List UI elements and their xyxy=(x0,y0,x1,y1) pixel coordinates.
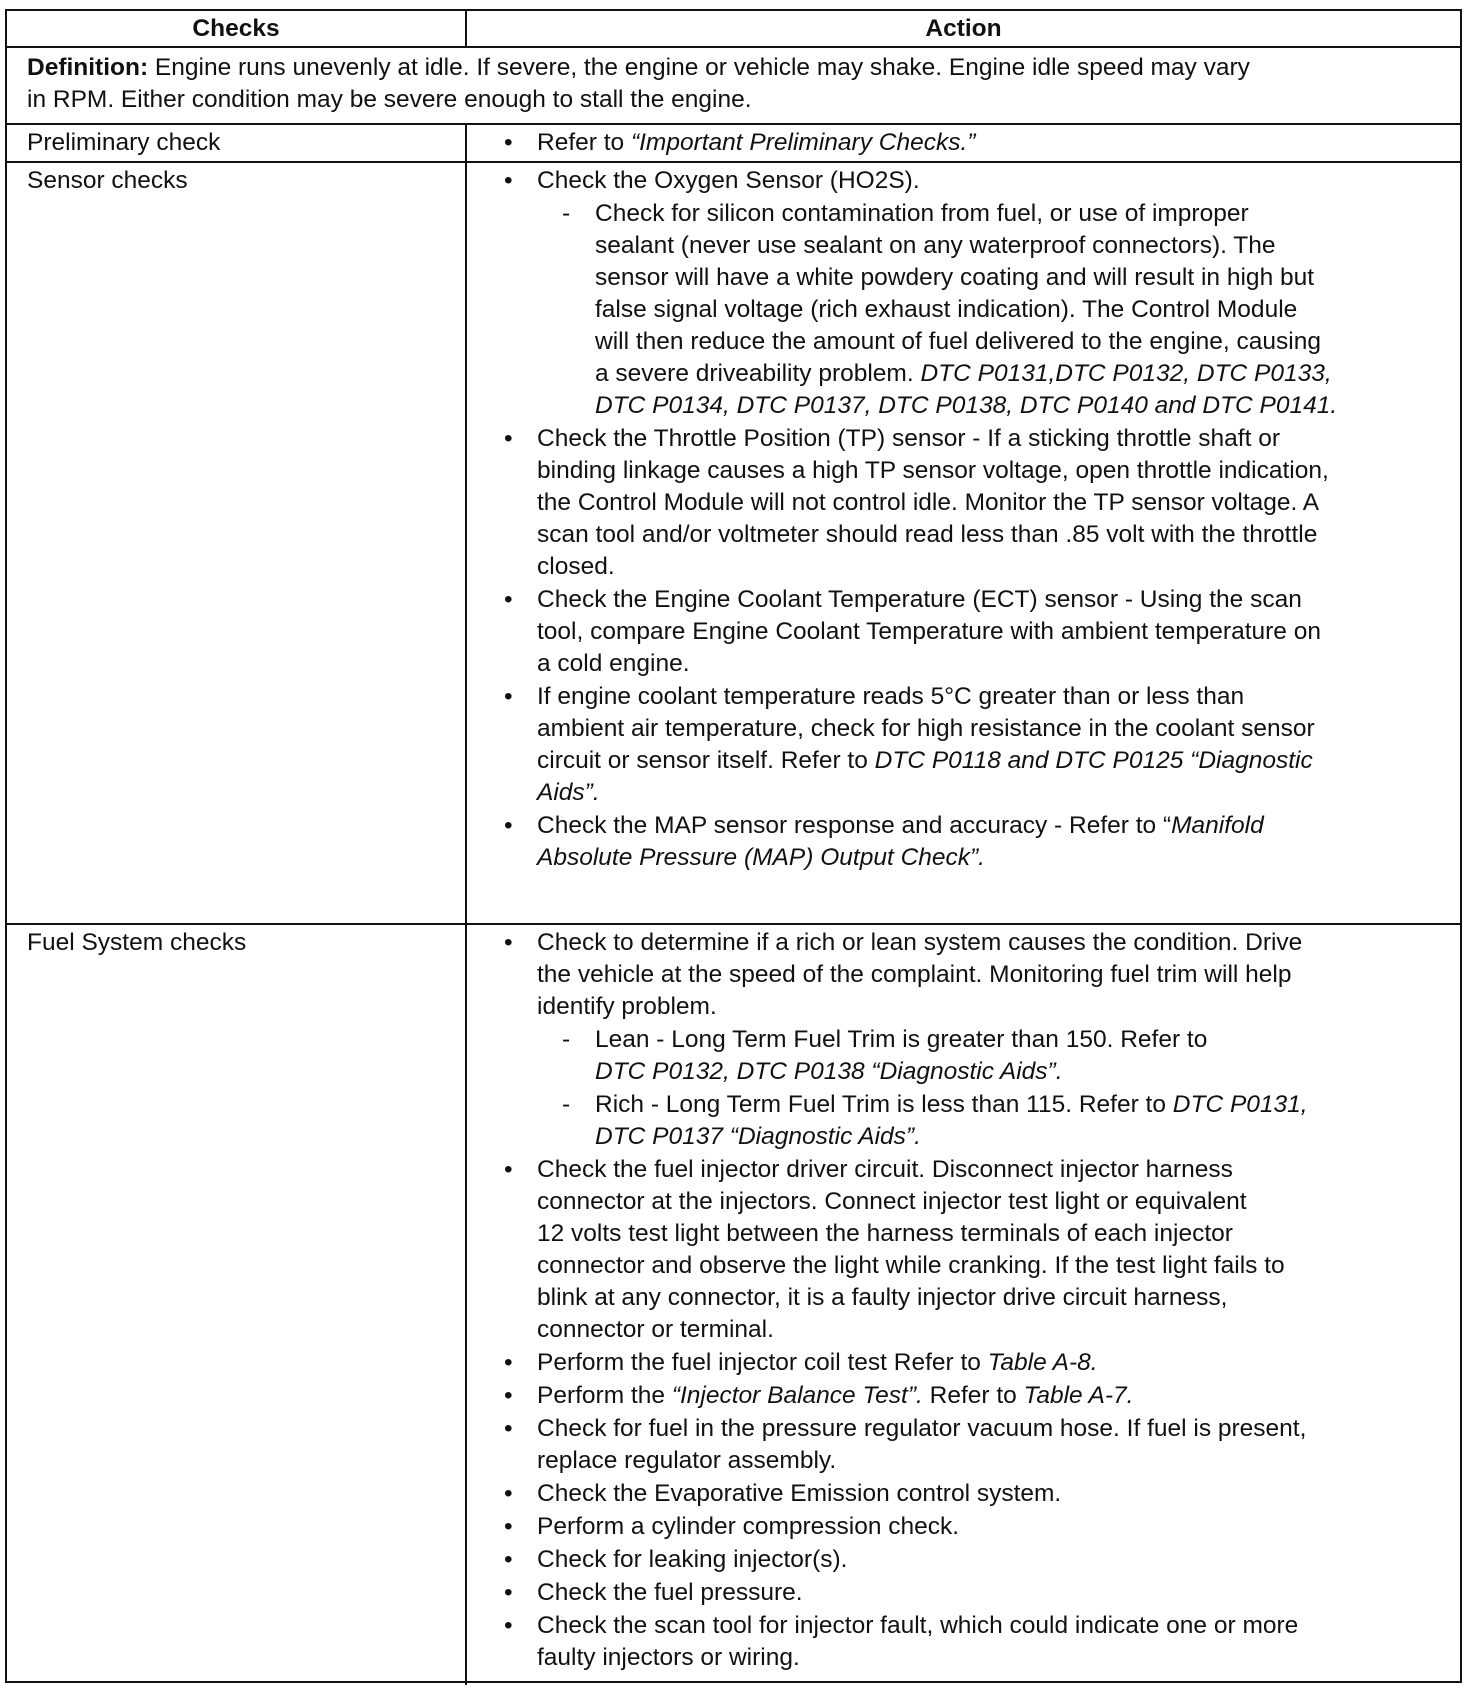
text-run: connector at the injectors. Connect injector test light or equivalent xyxy=(537,1188,1247,1215)
text-run: Check the MAP sensor response and accuracy - Refer to “ xyxy=(537,812,1172,839)
text-run: Check the Throttle Position (TP) sensor - If a sticking throttle shaft or xyxy=(537,425,1281,452)
text-line xyxy=(537,745,1450,777)
reference-text: Table A-7. xyxy=(1023,1382,1134,1409)
text-run: the vehicle at the speed of the complaint. Monitoring fuel trim will help xyxy=(537,961,1292,988)
action-cell xyxy=(469,127,1450,160)
dash-icon: - xyxy=(562,200,571,227)
text-run: Check the Oxygen Sensor (HO2S). xyxy=(537,167,920,194)
bullet-icon: • xyxy=(504,683,513,710)
reference-text: DTC P0131,DTC P0132, DTC P0133, xyxy=(920,360,1332,387)
text-line xyxy=(595,1121,1450,1153)
text-run: scan tool and/or voltmeter should read less than .85 volt with the throttle xyxy=(537,521,1318,548)
dash-icon: - xyxy=(562,1091,571,1118)
table-row xyxy=(7,925,1460,1685)
text-run: Check the scan tool for injector fault, which could indicate one or more xyxy=(537,1612,1299,1639)
text-line xyxy=(537,1478,1450,1510)
bullet-item xyxy=(469,1610,1450,1674)
reference-text: DTC P0132, DTC P0138 “Diagnostic Aids”. xyxy=(595,1058,1063,1085)
text-line xyxy=(595,198,1450,230)
reference-text: Absolute Pressure (MAP) Output Check”. xyxy=(537,844,985,871)
bullet-icon: • xyxy=(504,167,513,194)
text-line xyxy=(537,991,1450,1023)
text-line xyxy=(537,648,1450,680)
text-run: replace regulator assembly. xyxy=(537,1447,837,1474)
bullet-icon: • xyxy=(504,129,513,156)
text-run: Check for fuel in the pressure regulator vacuum hose. If fuel is present, xyxy=(537,1415,1307,1442)
sub-item xyxy=(469,1089,1450,1153)
text-line xyxy=(537,927,1450,959)
text-run: identify problem. xyxy=(537,993,717,1020)
bullet-item xyxy=(469,1511,1450,1543)
text-line xyxy=(537,810,1450,842)
bullet-icon: • xyxy=(504,425,513,452)
text-line xyxy=(537,959,1450,991)
text-line xyxy=(595,1056,1450,1088)
text-run: ambient air temperature, check for high resistance in the coolant sensor xyxy=(537,715,1315,742)
text-line xyxy=(595,294,1450,326)
column-divider xyxy=(465,11,467,48)
sub-item xyxy=(469,1024,1450,1088)
column-divider xyxy=(465,925,467,1685)
text-run: binding linkage causes a high TP sensor voltage, open throttle indication, xyxy=(537,457,1329,484)
text-line xyxy=(595,230,1450,262)
bullet-item xyxy=(469,1413,1450,1477)
reference-text: DTC P0131, xyxy=(1172,1091,1308,1118)
bullet-item xyxy=(469,1478,1450,1510)
bullet-icon: • xyxy=(504,1513,513,1540)
bullet-icon: • xyxy=(504,1579,513,1606)
text-line xyxy=(537,1186,1450,1218)
text-run: connector and observe the light while cranking. If the test light fails to xyxy=(537,1252,1285,1279)
bullet-item xyxy=(469,681,1450,809)
bullet-icon: • xyxy=(504,1480,513,1507)
check-category: Sensor checks xyxy=(27,167,188,194)
text-run: Perform the fuel injector coil test Refer to xyxy=(537,1349,988,1376)
text-line xyxy=(537,713,1450,745)
text-line xyxy=(537,1347,1450,1379)
text-run: Check for leaking injector(s). xyxy=(537,1546,848,1573)
header-row xyxy=(7,11,1460,48)
bullet-icon: • xyxy=(504,1156,513,1183)
text-line xyxy=(537,165,1450,197)
text-run: a severe driveability problem. xyxy=(595,360,921,387)
header-action: Action xyxy=(925,14,1002,42)
text-line xyxy=(537,423,1450,455)
bullet-icon: • xyxy=(504,1415,513,1442)
text-run: Perform the xyxy=(537,1382,672,1409)
check-category: Preliminary check xyxy=(27,129,221,156)
text-line xyxy=(537,551,1450,583)
text-line xyxy=(537,681,1450,713)
text-run: 12 volts test light between the harness terminals of each injector xyxy=(537,1220,1233,1247)
text-run: Check the Evaporative Emission control system. xyxy=(537,1480,1062,1507)
text-line xyxy=(537,1445,1450,1477)
text-run: a cold engine. xyxy=(537,650,690,677)
table-row xyxy=(7,125,1460,163)
text-run: Check for silicon contamination from fuel, or use of improper xyxy=(595,200,1249,227)
action-cell xyxy=(469,165,1450,875)
reference-text: Table A-8. xyxy=(987,1349,1098,1376)
text-run: tool, compare Engine Coolant Temperature with ambient temperature on xyxy=(537,618,1321,645)
reference-text: Manifold xyxy=(1171,812,1264,839)
bullet-item xyxy=(469,810,1450,874)
reference-text: DTC P0134, DTC P0137, DTC P0138, DTC P0140 and DTC P0141. xyxy=(595,392,1338,419)
text-line xyxy=(537,777,1450,809)
text-line xyxy=(537,1413,1450,1445)
table-row xyxy=(7,163,1460,925)
text-line xyxy=(537,1544,1450,1576)
text-run: Check the fuel injector driver circuit. Disconnect injector harness xyxy=(537,1156,1233,1183)
bullet-icon: • xyxy=(504,586,513,613)
text-line xyxy=(595,1089,1450,1121)
text-run: Refer to xyxy=(537,129,631,156)
diagnostic-table xyxy=(5,9,1462,1683)
bullet-item xyxy=(469,1577,1450,1609)
bullet-item xyxy=(469,927,1450,1023)
column-divider xyxy=(465,125,467,161)
text-line xyxy=(537,455,1450,487)
text-run: Check to determine if a rich or lean system causes the condition. Drive xyxy=(537,929,1303,956)
bullet-icon: • xyxy=(504,1612,513,1639)
text-line xyxy=(595,358,1450,390)
definition-line: in RPM. Either condition may be severe enough to stall the engine. xyxy=(27,86,752,113)
text-line xyxy=(537,1154,1450,1186)
bullet-item xyxy=(469,1544,1450,1576)
text-line xyxy=(537,616,1450,648)
bullet-icon: • xyxy=(504,1382,513,1409)
action-cell xyxy=(469,927,1450,1675)
text-run: blink at any connector, it is a faulty injector drive circuit harness, xyxy=(537,1284,1228,1311)
bullet-item xyxy=(469,1154,1450,1346)
bullet-item xyxy=(469,165,1450,197)
text-line xyxy=(537,1642,1450,1674)
text-line xyxy=(595,390,1450,422)
text-line xyxy=(537,519,1450,551)
reference-text: Aids”. xyxy=(537,779,600,806)
bullet-icon: • xyxy=(504,929,513,956)
text-line xyxy=(537,1314,1450,1346)
definition-row xyxy=(7,48,1460,125)
text-line xyxy=(595,326,1450,358)
text-line xyxy=(537,1282,1450,1314)
bullet-icon: • xyxy=(504,1546,513,1573)
text-run: Check the fuel pressure. xyxy=(537,1579,803,1606)
definition-text xyxy=(27,52,1250,116)
text-run: sealant (never use sealant on any waterproof connectors). The xyxy=(595,232,1276,259)
text-run: circuit or sensor itself. Refer to xyxy=(537,747,875,774)
bullet-item xyxy=(469,1380,1450,1412)
text-run: sensor will have a white powdery coating and will result in high but xyxy=(595,264,1315,291)
text-line xyxy=(595,1024,1450,1056)
definition-line: Engine runs unevenly at idle. If severe, the engine or vehicle may shake. Engine idle speed may vary xyxy=(148,54,1250,81)
text-line xyxy=(537,1610,1450,1642)
check-category: Fuel System checks xyxy=(27,929,247,956)
column-divider xyxy=(465,163,467,923)
text-run: If engine coolant temperature reads 5°C greater than or less than xyxy=(537,683,1245,710)
text-line xyxy=(537,1380,1450,1412)
bullet-item xyxy=(469,584,1450,680)
bullet-item xyxy=(469,127,1450,159)
definition-label: Definition: xyxy=(27,54,149,81)
text-run: connector or terminal. xyxy=(537,1316,774,1343)
bullet-item xyxy=(469,1347,1450,1379)
bullet-icon: • xyxy=(504,812,513,839)
text-line xyxy=(537,1250,1450,1282)
text-line xyxy=(537,1218,1450,1250)
dash-icon: - xyxy=(562,1026,571,1053)
text-run: Perform a cylinder compression check. xyxy=(537,1513,960,1540)
bullet-icon: • xyxy=(504,1349,513,1376)
reference-text: “Injector Balance Test”. xyxy=(671,1382,923,1409)
text-line xyxy=(537,127,1450,159)
text-run: the Control Module will not control idle. Monitor the TP sensor voltage. A xyxy=(537,489,1320,516)
text-run: Refer to xyxy=(922,1382,1024,1409)
sub-item xyxy=(469,198,1450,422)
text-line xyxy=(537,1511,1450,1543)
text-run: Check the Engine Coolant Temperature (ECT) sensor - Using the scan xyxy=(537,586,1302,613)
text-line xyxy=(537,487,1450,519)
text-run: will then reduce the amount of fuel delivered to the engine, causing xyxy=(595,328,1321,355)
text-run: Rich - Long Term Fuel Trim is less than 115. Refer to xyxy=(595,1091,1173,1118)
text-line xyxy=(537,1577,1450,1609)
text-run: faulty injectors or wiring. xyxy=(537,1644,800,1671)
text-run: closed. xyxy=(537,553,615,580)
text-line xyxy=(595,262,1450,294)
text-run: false signal voltage (rich exhaust indication). The Control Module xyxy=(595,296,1298,323)
text-run: Lean - Long Term Fuel Trim is greater than 150. Refer to xyxy=(595,1026,1208,1053)
header-checks: Checks xyxy=(192,14,280,42)
bullet-item xyxy=(469,423,1450,583)
text-line xyxy=(537,584,1450,616)
reference-text: DTC P0118 and DTC P0125 “Diagnostic xyxy=(874,747,1313,774)
reference-text: DTC P0137 “Diagnostic Aids”. xyxy=(595,1123,921,1150)
reference-text: “Important Preliminary Checks.” xyxy=(630,129,976,156)
text-line xyxy=(537,842,1450,874)
